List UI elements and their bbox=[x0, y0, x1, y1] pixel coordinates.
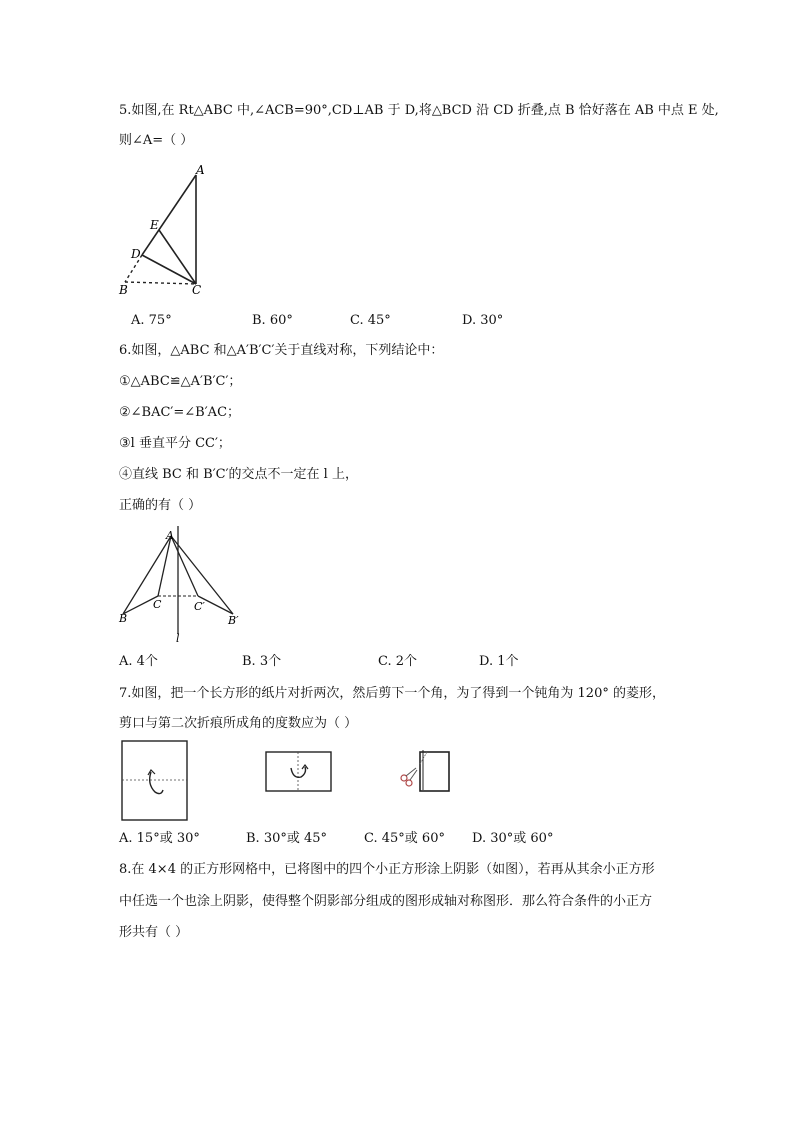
q6-option-b[interactable]: B. 3个 bbox=[242, 654, 282, 669]
q5-option-d[interactable]: D. 30° bbox=[462, 313, 504, 328]
q5-option-a[interactable]: A. 75° bbox=[131, 313, 172, 328]
q6-label-a: A bbox=[166, 529, 174, 542]
q6-conclusion-4: ④直线 BC 和 B′C′的交点不一定在 l 上， bbox=[119, 467, 358, 482]
q8-text-line3: 形共有（ ） bbox=[119, 925, 189, 940]
q5-option-b[interactable]: B. 60° bbox=[252, 313, 293, 328]
q8-text-line2: 中任选一个也涂上阴影，使得整个阴影部分组成的图形成轴对称图形．那么符合条件的小正方 bbox=[119, 894, 653, 909]
q6-label-c: C bbox=[153, 598, 162, 611]
q7-text-line1: 7.如图，把一个长方形的纸片对折两次，然后剪下一个角，为了得到一个钝角为 120° 的菱形， bbox=[119, 686, 665, 701]
scissors-icon bbox=[401, 768, 417, 786]
q7-option-d[interactable]: D. 30°或 60° bbox=[472, 831, 554, 846]
q6-segment-ac bbox=[158, 536, 171, 596]
q8-text-line1: 8.在 4×4 的正方形网格中，已将图中的四个小正方形涂上阴影（如图），若再从其余小正方形 bbox=[119, 862, 655, 877]
q5-segment-ad bbox=[142, 175, 196, 255]
q6-label-b-prime: B′ bbox=[228, 614, 239, 627]
q7-text-line2: 剪口与第二次折痕所成角的度数应为（ ） bbox=[119, 716, 358, 731]
q6-conclusion-3: ③l 垂直平分 CC′； bbox=[119, 436, 231, 451]
q5-segment-bc-dashed bbox=[125, 282, 196, 284]
q5-segment-ec bbox=[159, 230, 196, 284]
q7-cut-figure bbox=[396, 748, 458, 794]
q5-figure bbox=[110, 160, 220, 300]
q5-text-line2: 则∠A=（ ） bbox=[119, 133, 194, 148]
q5-segment-dc bbox=[142, 255, 196, 284]
q6-prompt: 正确的有（ ） bbox=[119, 498, 202, 513]
q5-label-b: B bbox=[119, 283, 128, 297]
q5-label-d: D bbox=[131, 247, 141, 261]
q7-option-b[interactable]: B. 30°或 45° bbox=[246, 831, 328, 846]
q6-figure bbox=[112, 522, 247, 644]
q6-label-l: l bbox=[176, 632, 180, 645]
q6-option-c[interactable]: C. 2个 bbox=[378, 654, 418, 669]
q6-segment-ac2 bbox=[171, 536, 198, 596]
q5-label-c: C bbox=[192, 283, 202, 297]
q6-conclusion-1: ①△ABC≌△A′B′C′； bbox=[119, 374, 242, 389]
q6-text-line1: 6.如图，△ABC 和△A′B′C′关于直线对称，下列结论中： bbox=[119, 343, 444, 358]
q6-label-b: B bbox=[119, 612, 128, 625]
q7-option-a[interactable]: A. 15°或 30° bbox=[119, 831, 200, 846]
q7-option-c[interactable]: C. 45°或 60° bbox=[364, 831, 445, 846]
q5-label-a: A bbox=[196, 163, 205, 177]
q6-label-c-prime: C′ bbox=[194, 600, 205, 613]
q5-text-line1: 5.如图,在 Rt△ABC 中,∠ACB=90°,CD⊥AB 于 D,将△BCD 沿 CD 折叠,点 B 恰好落在 AB 中点 E 处, bbox=[119, 103, 719, 118]
q6-option-d[interactable]: D. 1个 bbox=[479, 654, 519, 669]
q7-fold-step1-figure bbox=[121, 740, 189, 822]
q6-conclusion-2: ②∠BAC′=∠B′AC； bbox=[119, 405, 241, 420]
q6-option-a[interactable]: A. 4个 bbox=[119, 654, 158, 669]
q5-label-e: E bbox=[150, 218, 159, 232]
q5-option-c[interactable]: C. 45° bbox=[350, 313, 391, 328]
q7-fold-step2-figure bbox=[265, 751, 333, 793]
